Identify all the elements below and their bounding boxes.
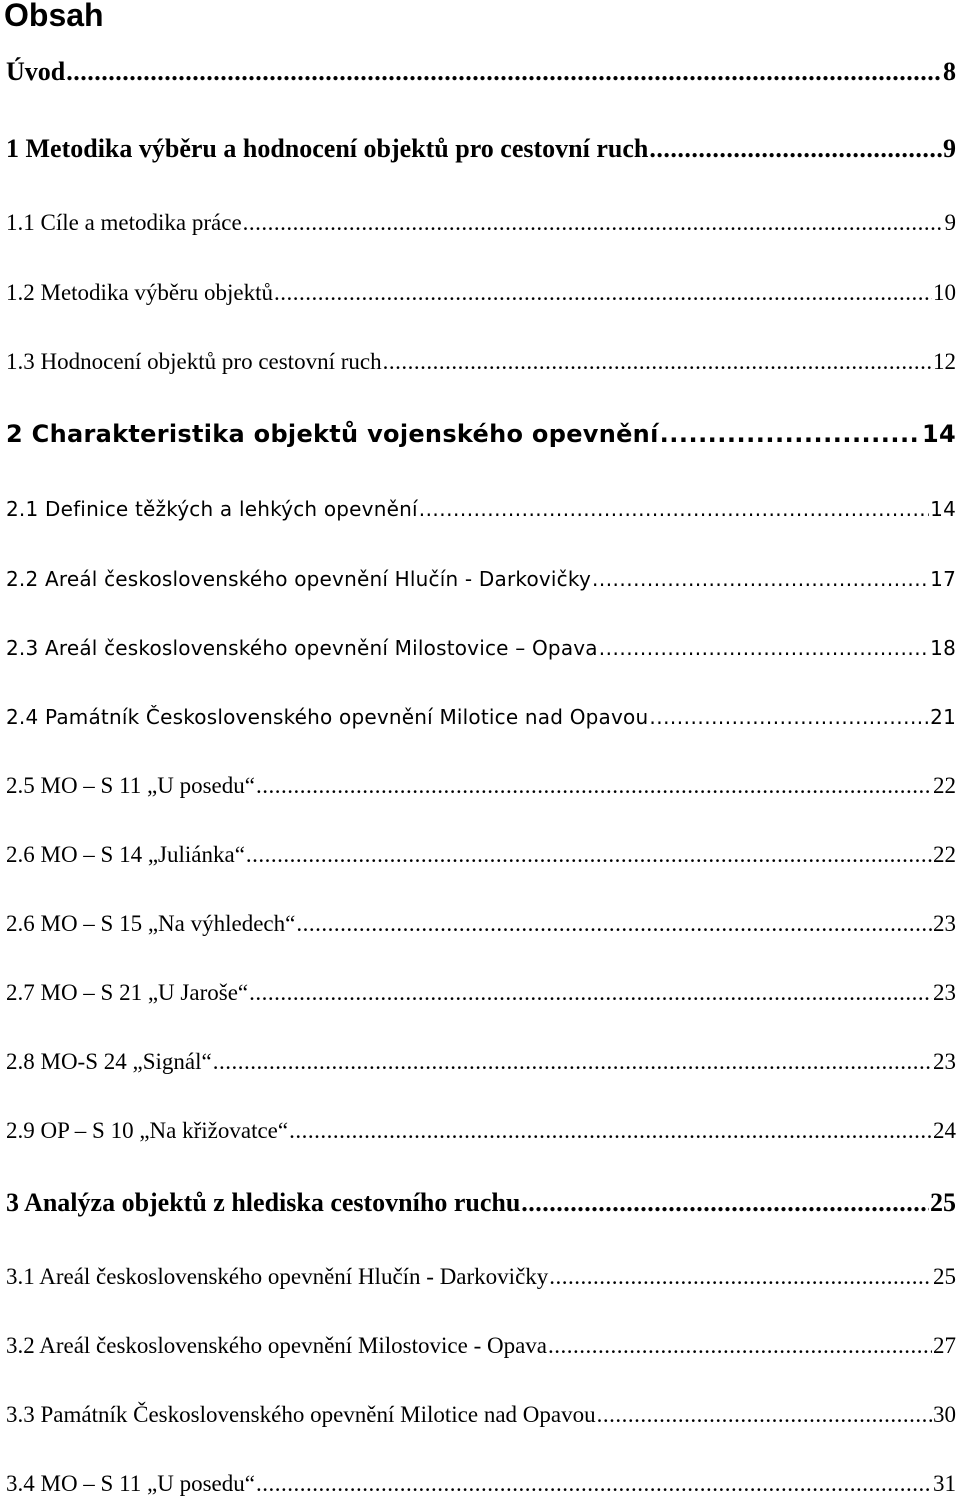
toc-entry-chapter-2[interactable] <box>6 416 956 452</box>
dot-leader <box>649 131 942 167</box>
dot-leader <box>419 491 929 527</box>
toc-entry-title: 2.7 MO – S 21 „U Jaroše“ <box>6 980 249 1005</box>
dot-leader <box>289 1113 932 1149</box>
toc-entry-page: 10 <box>933 280 956 305</box>
toc-entry-page: 21 <box>930 705 956 729</box>
toc-entry-page: 8 <box>943 57 956 86</box>
toc-entry-page: 25 <box>933 1264 956 1289</box>
toc-entry-title: 3.4 MO – S 11 „U posedu“ <box>6 1471 255 1496</box>
toc-entry-page: 9 <box>944 210 956 235</box>
toc-entry-title: 3.2 Areál československého opevnění Milostovice - Opava <box>6 1333 548 1358</box>
toc-entry-2-6a[interactable] <box>6 837 956 873</box>
toc-entry-page: 30 <box>933 1402 956 1427</box>
toc-entry-title: 2.8 MO-S 24 „Signál“ <box>6 1049 212 1074</box>
toc-entry-title: 2.4 Památník Československého opevnění Milotice nad Opavou <box>6 705 649 729</box>
toc-entry-page: 14 <box>930 497 956 521</box>
dot-leader <box>246 837 932 873</box>
toc-entry-title: 3.3 Památník Československého opevnění Milotice nad Opavou <box>6 1402 596 1427</box>
toc-entry-title: 1.1 Cíle a metodika práce <box>6 210 242 235</box>
toc-entry-title: 2.1 Definice těžkých a lehkých opevnění <box>6 497 418 521</box>
dot-leader <box>66 54 942 90</box>
toc-entry-1-3[interactable] <box>6 344 956 380</box>
toc-entry-2-9[interactable] <box>6 1113 956 1149</box>
dot-leader <box>213 1044 932 1080</box>
toc-entry-title: 2.6 MO – S 14 „Juliánka“ <box>6 842 245 867</box>
toc-entry-page: 22 <box>933 842 956 867</box>
toc-entry-title: 2 Charakteristika objektů vojenského opevnění <box>6 420 659 448</box>
toc-entry-1-2[interactable] <box>6 275 956 311</box>
dot-leader <box>383 344 932 380</box>
toc-entry-page: 27 <box>933 1333 956 1358</box>
dot-leader <box>274 275 932 311</box>
dot-leader <box>592 561 929 597</box>
toc-entry-title: 1 Metodika výběru a hodnocení objektů pro cestovní ruch <box>6 134 649 163</box>
toc-entry-2-5[interactable] <box>6 768 956 804</box>
toc-entry-page: 25 <box>930 1188 956 1217</box>
toc-entry-2-3[interactable] <box>6 630 956 666</box>
dot-leader <box>256 1466 932 1502</box>
toc-entry-2-8[interactable] <box>6 1044 956 1080</box>
toc-entry-2-2[interactable] <box>6 561 956 597</box>
toc-entry-2-7[interactable] <box>6 975 956 1011</box>
dot-leader <box>548 1328 932 1364</box>
dot-leader <box>243 205 944 241</box>
toc-entry-3-2[interactable] <box>6 1328 956 1364</box>
dot-leader <box>549 1259 932 1295</box>
toc-entry-1-1[interactable] <box>6 205 956 241</box>
toc-entry-2-6b[interactable] <box>6 906 956 942</box>
toc-entry-chapter-3[interactable] <box>6 1185 956 1221</box>
dot-leader <box>660 416 921 452</box>
dot-leader <box>296 906 932 942</box>
toc-entry-page: 12 <box>933 349 956 374</box>
toc-entry-page: 14 <box>922 420 956 448</box>
page-title: Obsah <box>4 0 104 33</box>
toc-entry-title: 2.9 OP – S 10 „Na křižovatce“ <box>6 1118 289 1143</box>
dot-leader <box>597 1397 932 1433</box>
toc-entry-chapter-1[interactable] <box>6 131 956 167</box>
toc-entry-title: 2.3 Areál československého opevnění Milostovice – Opava <box>6 636 598 660</box>
toc-entry-title: 3 Analýza objektů z hlediska cestovního ruchu <box>6 1188 521 1217</box>
dot-leader <box>599 630 929 666</box>
toc-entry-page: 18 <box>930 636 956 660</box>
toc-entry-page: 17 <box>930 567 956 591</box>
toc-entry-2-1[interactable] <box>6 491 956 527</box>
toc-entry-page: 24 <box>933 1118 956 1143</box>
toc-entry-page: 23 <box>933 911 956 936</box>
toc-entry-title: 2.5 MO – S 11 „U posedu“ <box>6 773 255 798</box>
dot-leader <box>521 1185 929 1221</box>
toc-entry-title: 3.1 Areál československého opevnění Hlučín - Darkovičky <box>6 1264 549 1289</box>
toc-entry-2-4[interactable] <box>6 699 956 735</box>
toc-entry-page: 22 <box>933 773 956 798</box>
dot-leader <box>249 975 932 1011</box>
dot-leader <box>649 699 929 735</box>
toc-entry-page: 23 <box>933 1049 956 1074</box>
toc-entry-page: 31 <box>933 1471 956 1496</box>
toc-entry-page: 23 <box>933 980 956 1005</box>
toc-entry-title: 1.2 Metodika výběru objektů <box>6 280 274 305</box>
toc-entry-3-3[interactable] <box>6 1397 956 1433</box>
toc-entry-3-1[interactable] <box>6 1259 956 1295</box>
toc-entry-3-4[interactable] <box>6 1466 956 1502</box>
toc-entry-uvod[interactable] <box>6 54 956 90</box>
toc-entry-title: Úvod <box>6 57 66 86</box>
dot-leader <box>256 768 932 804</box>
toc-entry-page: 9 <box>943 134 956 163</box>
toc-entry-title: 1.3 Hodnocení objektů pro cestovní ruch <box>6 349 382 374</box>
toc-entry-title: 2.2 Areál československého opevnění Hlučín - Darkovičky <box>6 567 591 591</box>
toc-entry-title: 2.6 MO – S 15 „Na výhledech“ <box>6 911 296 936</box>
